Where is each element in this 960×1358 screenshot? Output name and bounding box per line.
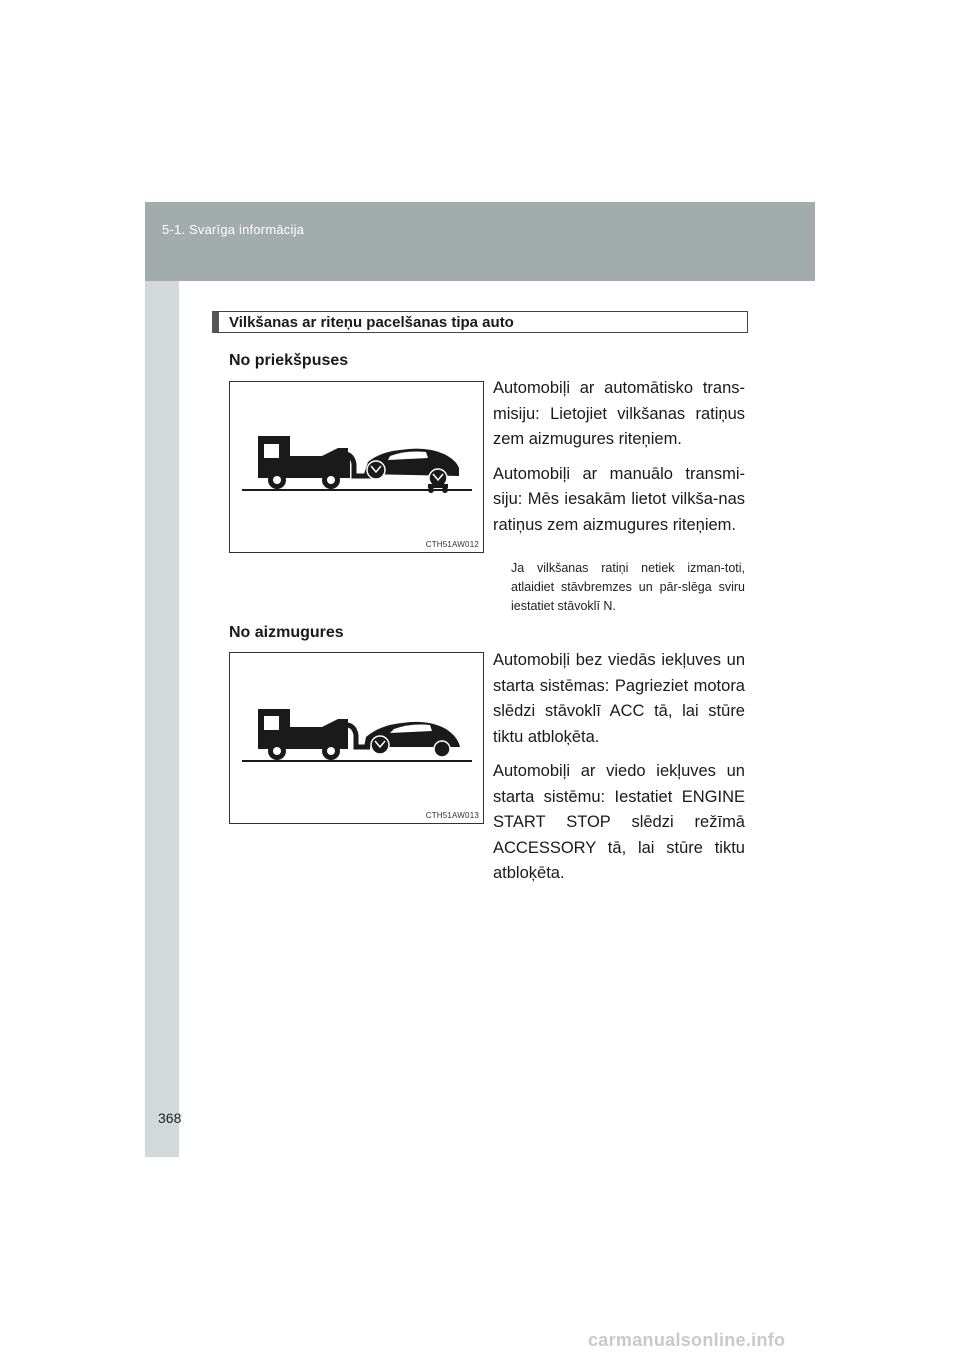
watermark: carmanualsonline.info <box>588 1330 786 1350</box>
rear-figure-code: CTH51AW013 <box>425 811 479 820</box>
tow-truck-front-lift-icon <box>230 382 483 552</box>
rear-instructions <box>493 648 745 896</box>
rear-tow-illustration <box>229 652 484 824</box>
tow-truck-rear-lift-icon <box>230 653 483 823</box>
page-number: 368 <box>158 1110 182 1126</box>
front-instructions <box>493 376 745 547</box>
front-paragraph-manual: Automobiļi ar manuālo transmi-siju: Mēs iesakām lietot vilkša-nas ratiņus zem aizmugures riteņiem. <box>493 464 745 534</box>
front-tow-illustration <box>229 381 484 553</box>
front-subtitle: No priekšpuses <box>229 352 349 369</box>
side-strip <box>145 281 182 1157</box>
rear-paragraph-without-smart-entry: Automobiļi bez viedās iekļuves un starta sistēmas: Pagrieziet motora slēdzi stāvoklī ACC tā, lai stūre tiktu atbloķēta. <box>493 651 745 746</box>
header-band <box>145 202 815 281</box>
rear-subtitle: No aizmugures <box>229 624 344 641</box>
section-title: 5-1. Svarīga informācija <box>162 222 305 237</box>
rear-paragraph-with-smart-entry: Automobiļi ar viedo iekļuves un starta sistēmu: Iestatiet ENGINE START STOP slēdzi režīmā ACCESSORY tā, lai stūre tiktu atbloķēta. <box>493 762 745 882</box>
section-heading <box>212 311 748 333</box>
front-figure-code: CTH51AW012 <box>425 540 479 549</box>
front-paragraph-automatic: Automobiļi ar automātisko trans-misiju: Lietojiet vilkšanas ratiņus zem aizmugures riteņiem. <box>493 379 745 448</box>
front-note: Ja vilkšanas ratiņi netiek izman-toti, atlaidiet stāvbremzes un pār-slēga sviru iestatiet stāvoklī N. <box>511 561 745 613</box>
section-heading-text: Vilkšanas ar riteņu pacelšanas tipa auto <box>229 314 514 331</box>
